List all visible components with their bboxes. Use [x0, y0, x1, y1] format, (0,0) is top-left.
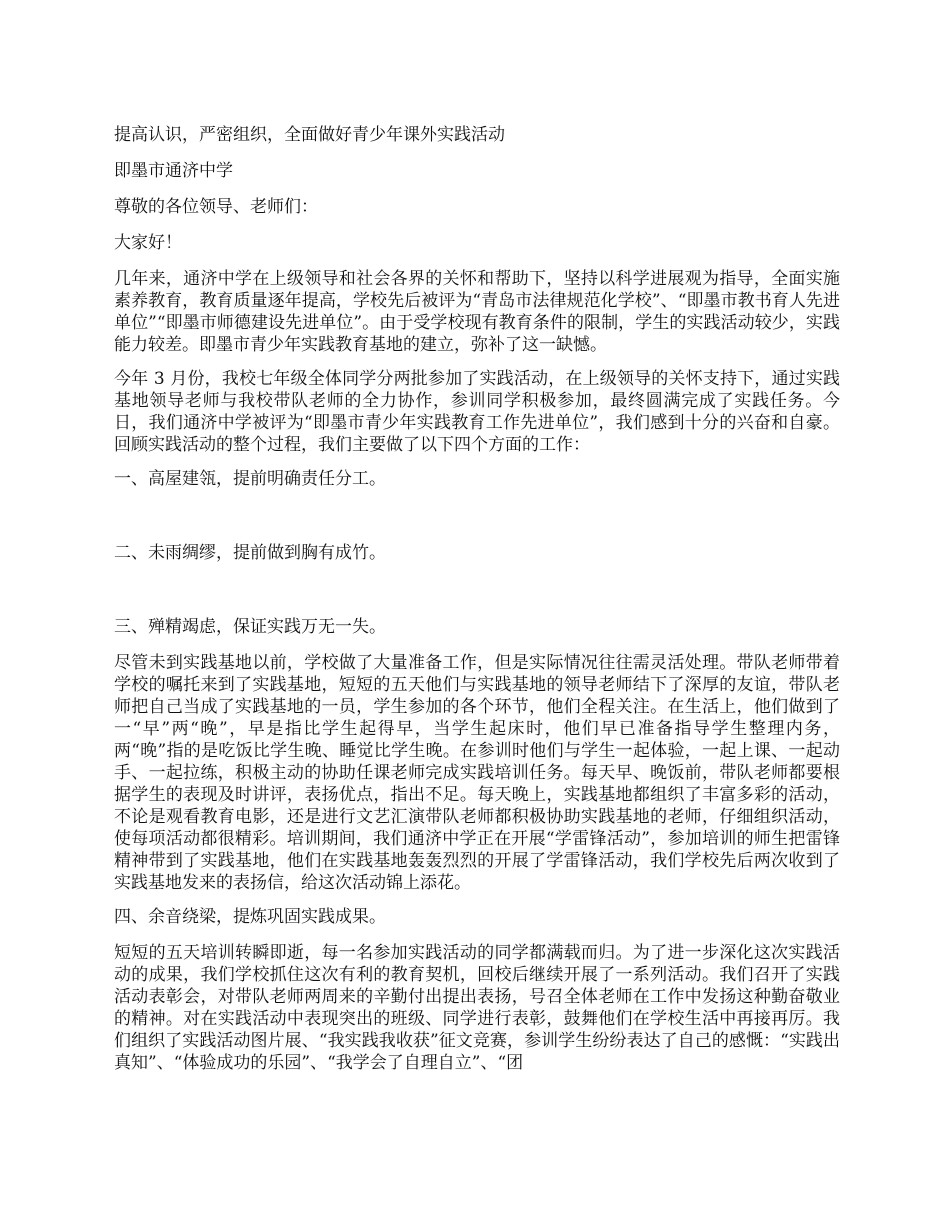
- blank-gap: [114, 578, 840, 616]
- greeting: 大家好！: [114, 233, 182, 253]
- paragraph-march: 今年 3 月份，我校七年级全体同学分两批参加了实践活动，在上级领导的关怀支持下，通过实践基地领导老师与我校带队老师的全力协作，参训同学积极参加，最终圆满完成了实践任务。今日，我们通济中学被评为“即墨市青少年实践教育工作先进单位”，我们感到十分的兴奋和自豪。回顾实践活动的整个过程，我们主要做了以下四个方面的工作：: [114, 369, 840, 455]
- document-title: 提高认识，严密组织，全面做好青少年课外实践活动: [114, 125, 505, 145]
- paragraph-section-3: 尽管未到实践基地以前，学校做了大量准备工作，但是实际情况往往需灵活处理。带队老师带着学校的嘱托来到了实践基地，短短的五天他们与实践基地的领导老师结下了深厚的友谊，带队老师把自己当成了实践基地的一员，学生参加的各个环节，他们全程关注。在生活上，他们做到了一“早”两“晚”，早是指比学生起得早，当学生起床时，他们早已准备指导学生整理内务，两“晚”指的是吃饭比学生晚、睡觉比学生晚。在参训时他们与学生一起体验，一起上课、一起动手、一起拉练，积极主动的协助任课老师完成实践培训任务。每天早、晚饭前，带队老师都要根据学生的表现及时讲评，表扬优点，指出不足。每天晚上，实践基地都组织了丰富多彩的活动，不论是观看教育电影，还是进行文艺汇演带队老师都积极协助实践基地的老师，仔细组织活动，使每项活动都很精彩。培训期间，我们通济中学正在开展“学雷锋活动”，参加培训的师生把雷锋精神带到了实践基地，他们在实践基地轰轰烈烈的开展了学雷锋活动，我们学校先后两次收到了实践基地发来的表扬信，给这次活动锦上添花。: [114, 653, 840, 893]
- section-heading-2: 二、未雨绸缪，提前做到胸有成竹。: [114, 543, 386, 563]
- school-name: 即墨市通济中学: [114, 161, 233, 181]
- section-heading-1: 一、高屋建瓴，提前明确责任分工。: [114, 469, 386, 489]
- section-heading-3: 三、殚精竭虑，保证实践万无一失。: [114, 617, 386, 637]
- document-body: [114, 124, 840, 1086]
- paragraph-section-4: 短短的五天培训转瞬即逝，每一名参加实践活动的同学都满载而归。为了进一步深化这次实践活动的成果，我们学校抓住这次有利的教育契机，回校后继续开展了一系列活动。我们召开了实践活动表彰会，对带队老师两周来的辛勤付出提出表扬，号召全体老师在工作中发扬这种勤奋敬业的精神。对在实践活动中表现突出的班级、同学进行表彰，鼓舞他们在学校生活中再接再厉。我们组织了实践活动图片展、“我实践我收获”征文竞赛，参训学生纷纷表达了自己的感慨：“实践出真知”、“体验成功的乐园”、“我学会了自理自立”、“团: [114, 943, 840, 1073]
- salutation: 尊敬的各位领导、老师们：: [114, 197, 318, 217]
- section-heading-4: 四、余音绕梁，提炼巩固实践成果。: [114, 907, 386, 927]
- blank-gap: [114, 504, 840, 542]
- paragraph-intro: 几年来，通济中学在上级领导和社会各界的关怀和帮助下，坚持以科学进展观为指导，全面实施素养教育，教育质量逐年提高，学校先后被评为“青岛市法律规范化学校”、“即墨市教书育人先进单位”“即墨市师德建设先进单位”。由于受学校现有教育条件的限制，学生的实践活动较少，实践能力较差。即墨市青少年实践教育基地的建立，弥补了这一缺憾。: [114, 269, 840, 355]
